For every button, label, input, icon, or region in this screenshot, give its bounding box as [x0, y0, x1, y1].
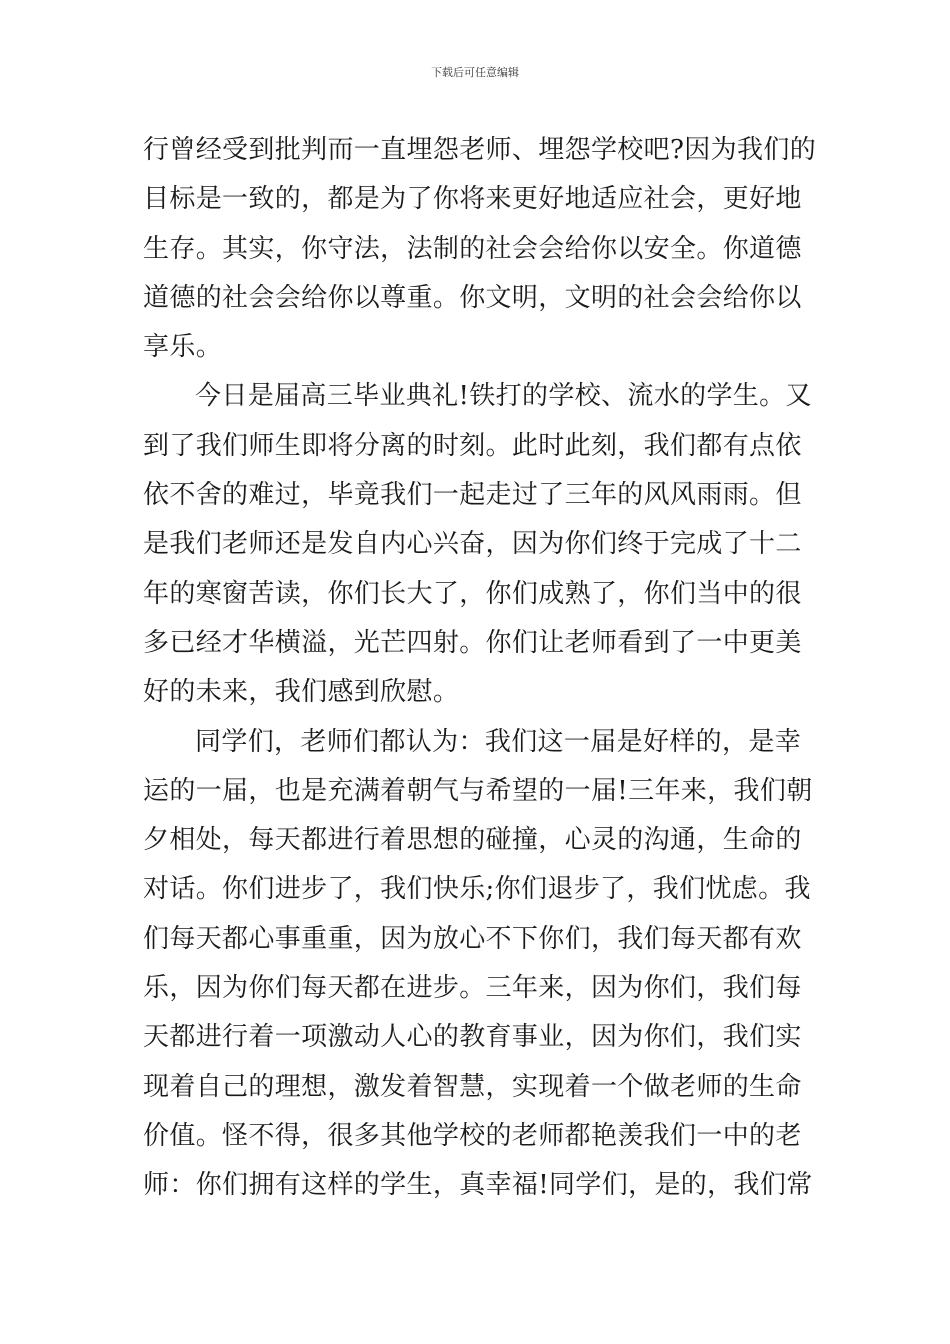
page-header: 下载后可任意编辑	[431, 66, 519, 79]
text-line: 同学们，老师们都认为：我们这一届是好样的，是幸	[195, 726, 802, 757]
text-line: 目标是一致的，都是为了你将来更好地适应社会，更好地	[143, 184, 802, 215]
text-line: 到了我们师生即将分离的时刻。此时此刻，我们都有点依	[143, 430, 802, 461]
text-line: 现着自己的理想，激发着智慧，实现着一个做老师的生命	[143, 1071, 802, 1102]
text-line: 价值。怪不得，很多其他学校的老师都艳羡我们一中的老	[143, 1120, 802, 1151]
text-line: 天都进行着一项激动人心的教育事业，因为你们，我们实	[143, 1022, 802, 1053]
text-line: 生存。其实，你守法，法制的社会会给你以安全。你道德	[143, 233, 802, 264]
paragraph	[143, 126, 817, 372]
text-line: 师：你们拥有这样的学生，真幸福!同学们，是的，我们常	[143, 1170, 813, 1201]
text-line: 运的一届，也是充满着朝气与希望的一届!三年来，我们朝	[143, 775, 813, 806]
text-line: 是我们老师还是发自内心兴奋，因为你们终于完成了十二	[143, 529, 802, 560]
paragraph	[143, 372, 812, 717]
text-line: 好的未来，我们感到欣慰。	[143, 677, 460, 708]
text-line: 行曾经受到批判而一直埋怨老师、埋怨学校吧?因为我们的	[143, 135, 817, 165]
text-line: 乐，因为你们每天都在进步。三年来，因为你们，我们每	[143, 973, 802, 1004]
text-line: 享乐。	[143, 332, 223, 363]
text-line: 们每天都心事重重，因为放心不下你们，我们每天都有欢	[143, 923, 802, 954]
text-line: 夕相处，每天都进行着思想的碰撞，心灵的沟通，生命的	[143, 825, 802, 856]
text-line: 今日是届高三毕业典礼!铁打的学校、流水的学生。又	[195, 381, 812, 412]
document-body	[143, 126, 817, 1211]
text-line: 道德的社会会给你以尊重。你文明，文明的社会会给你以	[143, 282, 802, 313]
text-line: 多已经才华横溢，光芒四射。你们让老师看到了一中更美	[143, 627, 802, 658]
text-line: 年的寒窗苦读，你们长大了，你们成熟了，你们当中的很	[143, 578, 802, 609]
text-line: 依不舍的难过，毕竟我们一起走过了三年的风风雨雨。但	[143, 480, 802, 511]
paragraph	[143, 718, 813, 1211]
text-line: 对话。你们进步了，我们快乐;你们退步了，我们忧虑。我	[143, 874, 811, 905]
